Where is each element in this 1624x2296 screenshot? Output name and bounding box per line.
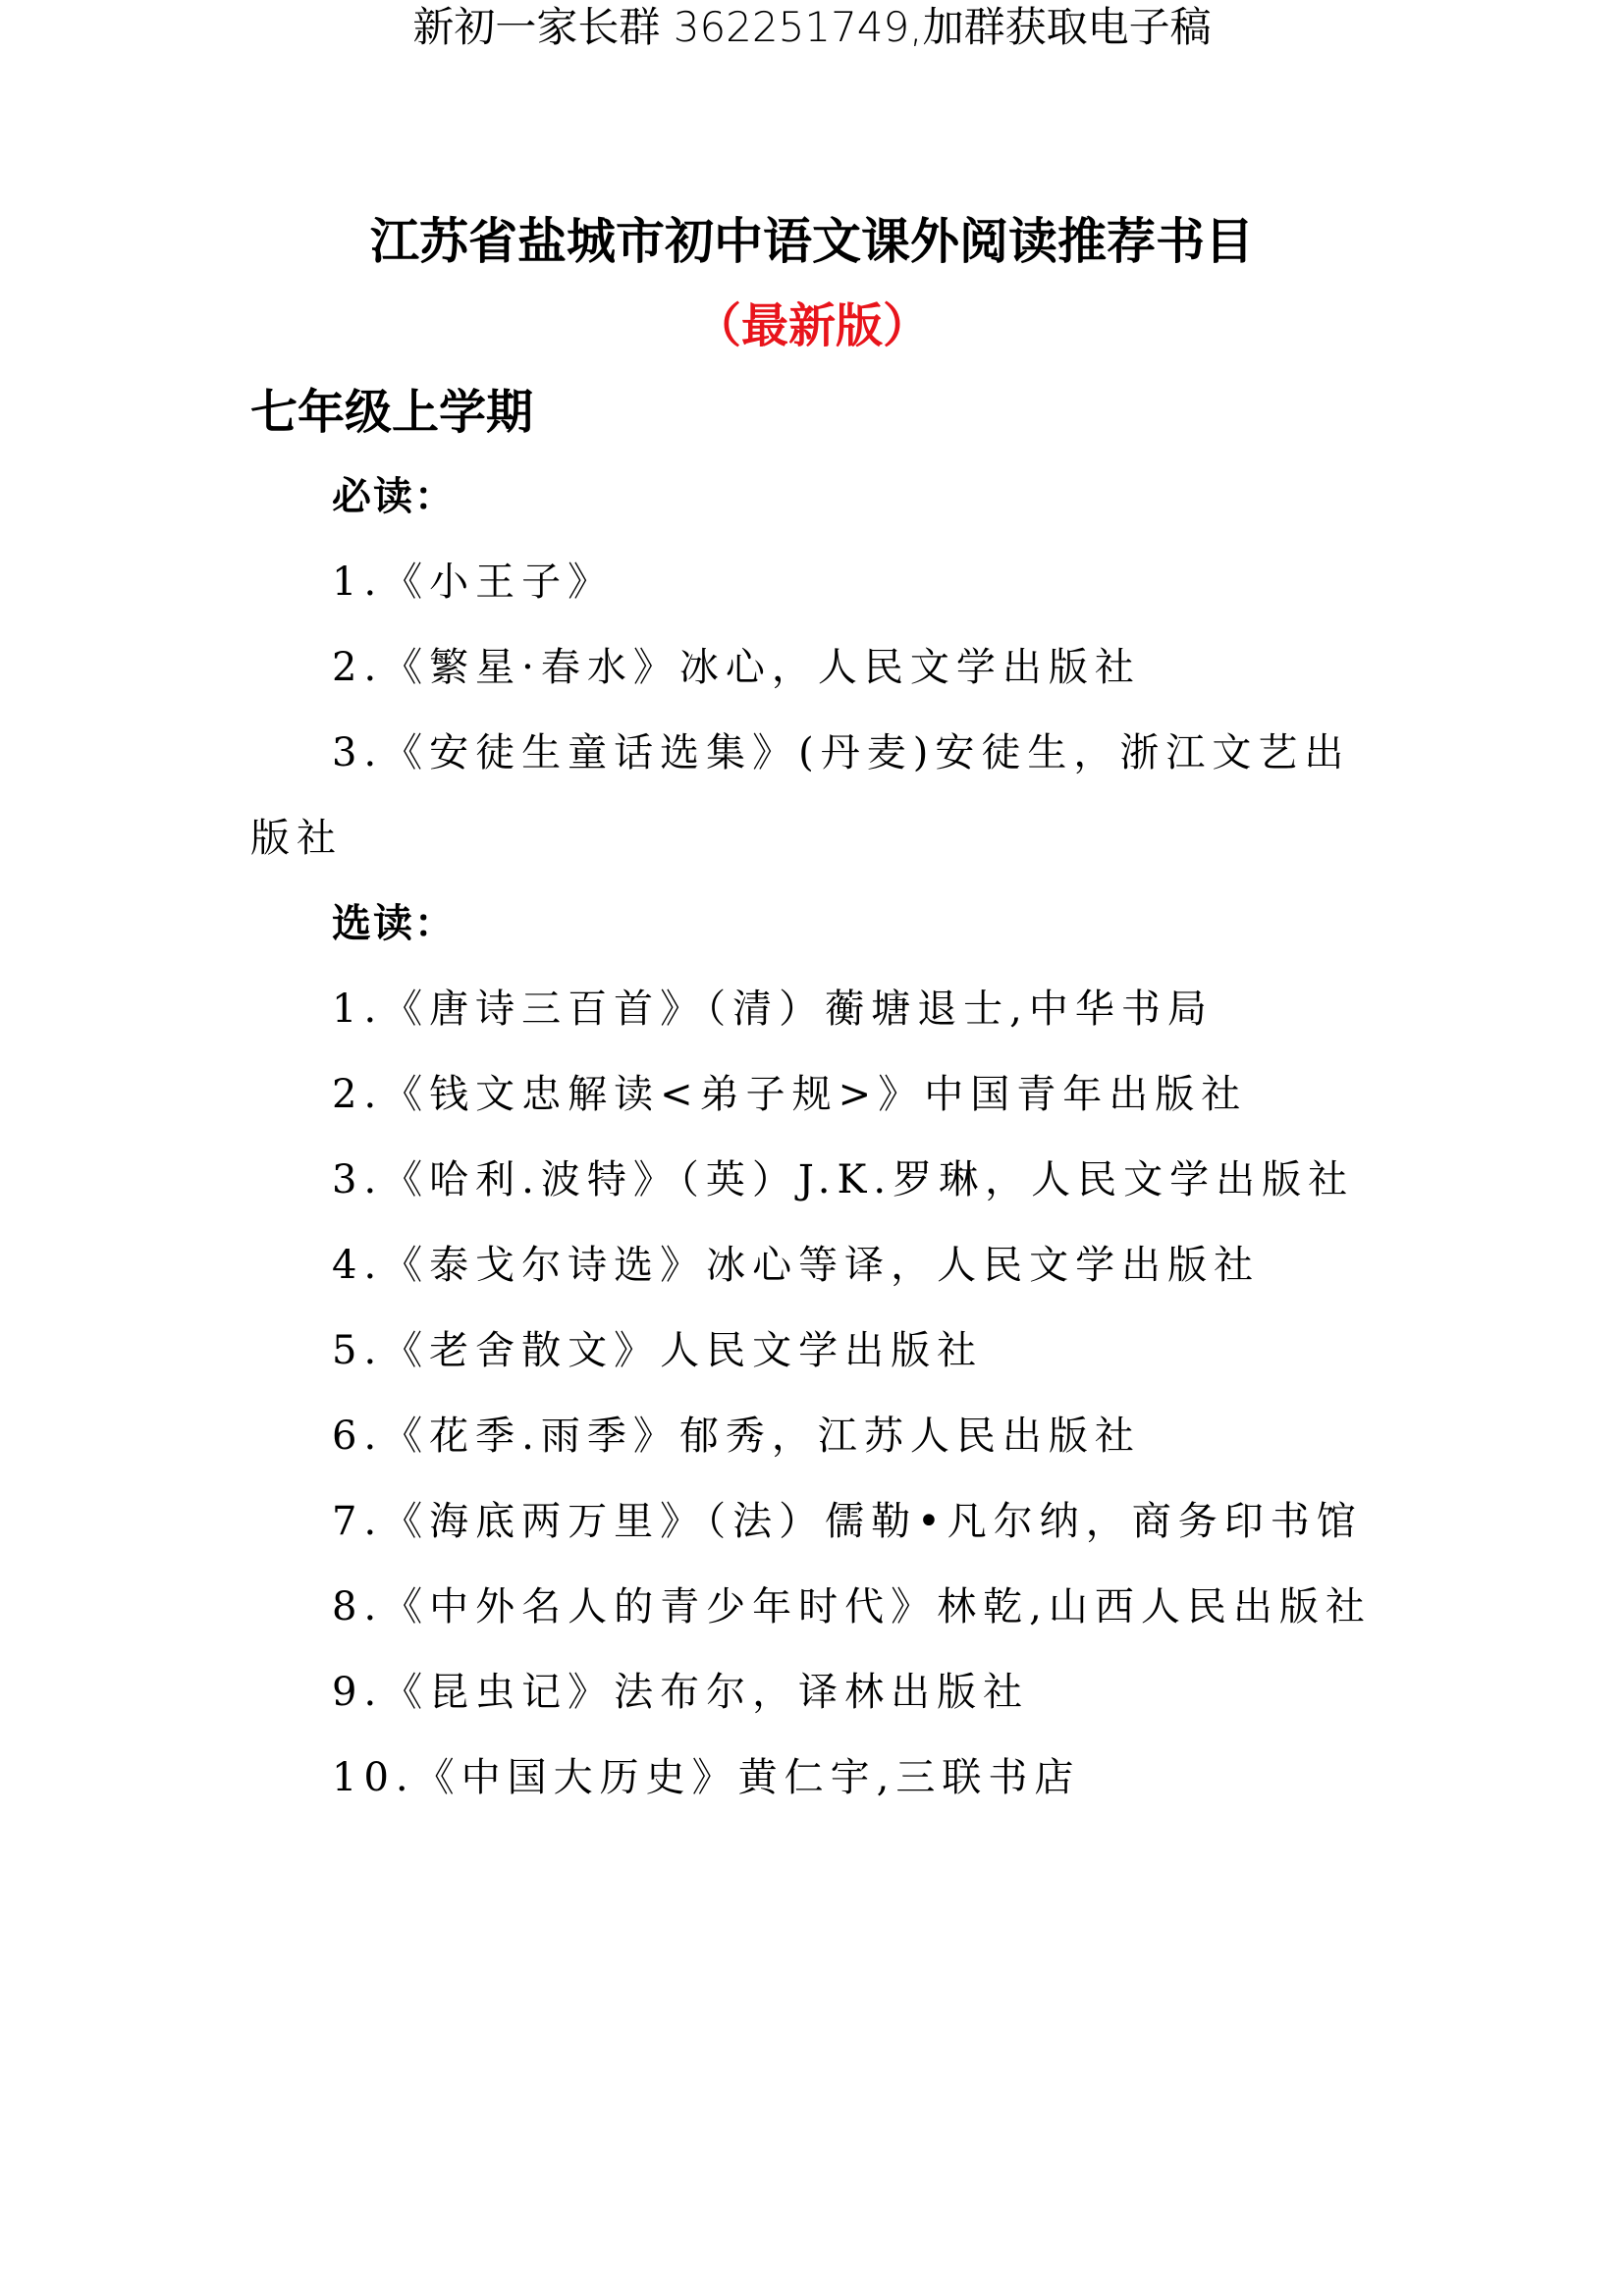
list-item: 7.《海底两万里》（法）儒勒•凡尔纳，商务印书馆 (332, 1499, 1363, 1544)
list-item: 3.《安徒生童话选集》(丹麦)安徒生，浙江文艺出版社 (250, 730, 1351, 861)
list-item: 9.《昆虫记》法布尔，译林出版社 (332, 1670, 1030, 1715)
required-label: 必读： (332, 474, 456, 519)
list-item: 10.《中国大历史》黄仁宇,三联书店 (332, 1755, 1081, 1800)
list-item: 5.《老舍散文》人民文学出版社 (332, 1328, 984, 1373)
list-item: 1.《唐诗三百首》（清）蘅塘退士,中华书局 (332, 987, 1214, 1032)
document-subtitle: （最新版） (693, 298, 930, 353)
list-item: 4.《泰戈尔诗选》冰心等译，人民文学出版社 (332, 1243, 1261, 1288)
semester-heading: 七年级上学期 (250, 385, 534, 440)
list-item: 2.《繁星·春水》冰心，人民文学出版社 (332, 645, 1141, 690)
list-item: 1.《小王子》 (332, 560, 615, 605)
reading-list (250, 454, 1389, 1821)
list-item: 2.《钱文忠解读<弟子规>》中国青年出版社 (332, 1072, 1248, 1117)
header-note: 新初一家长群 362251749,加群获取电子稿 (412, 3, 1212, 51)
list-item: 6.《花季.雨季》郁秀，江苏人民出版社 (332, 1414, 1141, 1459)
list-item: 8.《中外名人的青少年时代》林乾,山西人民出版社 (332, 1584, 1372, 1629)
optional-label: 选读： (332, 901, 456, 946)
list-item: 3.《哈利.波特》（英）J.K.罗琳，人民文学出版社 (332, 1157, 1355, 1202)
document-title: 江苏省盐城市初中语文课外阅读推荐书目 (370, 213, 1254, 270)
